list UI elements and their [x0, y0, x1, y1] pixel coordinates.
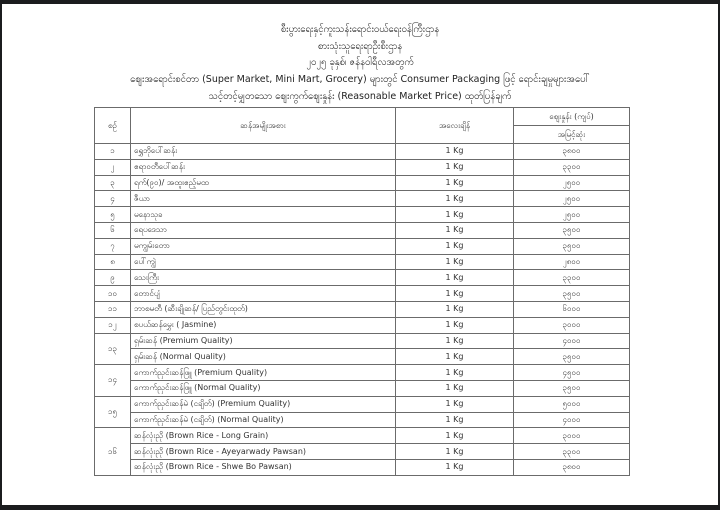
- table-row: [95, 207, 630, 223]
- rice-type-cell: ဧရာဝတီပေါ်ဆန်း: [131, 159, 396, 175]
- weight-cell: 1 Kg: [396, 175, 514, 191]
- rice-type-cell: ကောက်ညှင်းဆန်ဖြူ (Premium Quality): [131, 365, 396, 381]
- rice-type-cell: မနောသုခ: [131, 207, 396, 223]
- weight-cell: 1 Kg: [396, 444, 514, 460]
- table-row: [95, 444, 630, 460]
- max-price-cell: ၃၀၀၀: [514, 428, 630, 444]
- table-row: [95, 333, 630, 349]
- rice-type-cell: ဆန်လုံးညို (Brown Rice - Shwe Bo Pawsan): [131, 459, 396, 475]
- row-number: ၇: [95, 238, 131, 254]
- table-row: [95, 396, 630, 412]
- max-price-cell: ၃၃၀၀: [514, 444, 630, 460]
- max-price-cell: ၆၀၀၀: [514, 301, 630, 317]
- period-title: ၂၀၂၅ ခုနှစ်၊ ဇန်နဝါရီလအတွက်: [306, 57, 414, 68]
- weight-cell: 1 Kg: [396, 254, 514, 270]
- weight-cell: 1 Kg: [396, 144, 514, 160]
- rice-type-cell: စပယ်ဆန်မွှေး ( Jasmine): [131, 317, 396, 333]
- price-table: [94, 107, 630, 476]
- rice-type-cell: ဇီယာ: [131, 191, 396, 207]
- rice-type-cell: ကောက်ညှင်းဆန်မဲ (ငချိတ်) (Premium Quality): [131, 396, 396, 412]
- table-row: [95, 270, 630, 286]
- table-row: [95, 175, 630, 191]
- row-number: ၂: [95, 159, 131, 175]
- header-unit: အလေးချိန်: [396, 108, 514, 144]
- table-row: [95, 428, 630, 444]
- row-number: ၁၁: [95, 301, 131, 317]
- max-price-cell: ၃၅၀၀: [514, 380, 630, 396]
- row-number: ၁၅: [95, 396, 131, 428]
- max-price-cell: ၂၅၀၀: [514, 175, 630, 191]
- weight-cell: 1 Kg: [396, 396, 514, 412]
- weight-cell: 1 Kg: [396, 159, 514, 175]
- row-number: ၃: [95, 175, 131, 191]
- max-price-cell: ၃၈၀၀: [514, 459, 630, 475]
- row-number: ၁၂: [95, 317, 131, 333]
- weight-cell: 1 Kg: [396, 286, 514, 302]
- weight-cell: 1 Kg: [396, 365, 514, 381]
- max-price-cell: ၃၃၀၀: [514, 270, 630, 286]
- weight-cell: 1 Kg: [396, 191, 514, 207]
- max-price-cell: ၄၀၀၀: [514, 333, 630, 349]
- table-row: [95, 459, 630, 475]
- max-price-cell: ၂၅၀၀: [514, 191, 630, 207]
- rice-type-cell: မကျွမ်းတော: [131, 238, 396, 254]
- row-number: ၁၄: [95, 365, 131, 397]
- table-row: [95, 286, 630, 302]
- row-number: ၁၆: [95, 428, 131, 475]
- rice-type-cell: ကောက်ညှင်းဆန်မဲ (ငချိတ်) (Normal Quality): [131, 412, 396, 428]
- header-row: [95, 108, 630, 126]
- max-price-cell: ၃၅၀၀: [514, 238, 630, 254]
- table-row: [95, 238, 630, 254]
- rice-type-cell: သေးကြီး: [131, 270, 396, 286]
- max-price-cell: ၃၅၀၀: [514, 286, 630, 302]
- rice-type-cell: ကောက်ညှင်းဆန်ဖြူ (Normal Quality): [131, 380, 396, 396]
- row-number: ၁: [95, 144, 131, 160]
- rice-type-cell: တောင်ပျံ: [131, 286, 396, 302]
- rice-type-cell: ပေါ်ကျွဲ: [131, 254, 396, 270]
- header-item: ဆန်အမျိုးအစား: [131, 108, 396, 144]
- weight-cell: 1 Kg: [396, 301, 514, 317]
- weight-cell: 1 Kg: [396, 207, 514, 223]
- table-row: [95, 317, 630, 333]
- subject-line-2: သင့်တင့်မျှတသော ဈေးကွက်ဈေးနှုန်း (Reasonable Market Price) ထုတ်ပြန်ချက်: [208, 91, 512, 102]
- weight-cell: 1 Kg: [396, 222, 514, 238]
- weight-cell: 1 Kg: [396, 349, 514, 365]
- max-price-cell: ၂၅၀၀: [514, 207, 630, 223]
- rice-type-cell: ရေပဒေသာ: [131, 222, 396, 238]
- weight-cell: 1 Kg: [396, 428, 514, 444]
- table-row: [95, 222, 630, 238]
- row-number: ၆: [95, 222, 131, 238]
- table-row: [95, 254, 630, 270]
- header-price-group: ဈေးနှုန်း (ကျပ်): [514, 108, 630, 126]
- table-row: [95, 365, 630, 381]
- max-price-cell: ၃၀၀၀: [514, 317, 630, 333]
- table-row: [95, 159, 630, 175]
- weight-cell: 1 Kg: [396, 238, 514, 254]
- max-price-cell: ၄၀၀၀: [514, 412, 630, 428]
- price-table-body: [95, 144, 630, 476]
- table-row: [95, 349, 630, 365]
- rice-type-cell: ဆန်လုံးညို (Brown Rice - Ayeyarwady Pawsan): [131, 444, 396, 460]
- max-price-cell: ၅၀၀၀: [514, 396, 630, 412]
- ministry-title: စီးပွားရေးနှင့်ကူးသန်းရောင်းဝယ်ရေးဝန်ကြီးဌာန: [280, 24, 440, 35]
- weight-cell: 1 Kg: [396, 412, 514, 428]
- weight-cell: 1 Kg: [396, 317, 514, 333]
- table-row: [95, 412, 630, 428]
- table-row: [95, 301, 630, 317]
- weight-cell: 1 Kg: [396, 270, 514, 286]
- max-price-cell: ၃၃၀၀: [514, 159, 630, 175]
- rice-type-cell: ဆန်လုံးညို (Brown Rice - Long Grain): [131, 428, 396, 444]
- table-row: [95, 380, 630, 396]
- department-title: စားသုံးသူရေးရာဦးစီးဌာန: [317, 41, 403, 52]
- max-price-cell: ၃၅၀၀: [514, 222, 630, 238]
- rice-type-cell: ဘာစမတီ (ဆီးချိုဆန်/ ပြည်တွင်းထုတ်): [131, 301, 396, 317]
- row-number: ၁၃: [95, 333, 131, 365]
- subject-line-1: ဈေးအရောင်းစင်တာ (Super Market, Mini Mart, Grocery) များတွင် Consumer Packaging ဖြင့် ရောင်းချမှုများအပေါ်: [130, 74, 590, 85]
- weight-cell: 1 Kg: [396, 459, 514, 475]
- header-price-max: အမြင့်ဆုံး: [514, 126, 630, 144]
- rice-type-cell: ရွှေဘိုပေါ်ဆန်း: [131, 144, 396, 160]
- table-row: [95, 191, 630, 207]
- weight-cell: 1 Kg: [396, 333, 514, 349]
- rice-type-cell: ရှမ်းဆန် (Premium Quality): [131, 333, 396, 349]
- price-table-header: [95, 108, 630, 144]
- row-number: ၅: [95, 207, 131, 223]
- max-price-cell: ၃၈၀၀: [514, 144, 630, 160]
- max-price-cell: ၂၈၀၀: [514, 254, 630, 270]
- row-number: ၄: [95, 191, 131, 207]
- rice-type-cell: ရက်(၉၀)/ အထူးဧည့်မထ: [131, 175, 396, 191]
- rice-type-cell: ရှမ်းဆန် (Normal Quality): [131, 349, 396, 365]
- max-price-cell: ၃၅၀၀: [514, 349, 630, 365]
- header-no: စဉ်: [95, 108, 131, 144]
- row-number: ၁၀: [95, 286, 131, 302]
- weight-cell: 1 Kg: [396, 380, 514, 396]
- row-number: ၉: [95, 270, 131, 286]
- max-price-cell: ၄၅၀၀: [514, 365, 630, 381]
- row-number: ၈: [95, 254, 131, 270]
- table-row: [95, 144, 630, 160]
